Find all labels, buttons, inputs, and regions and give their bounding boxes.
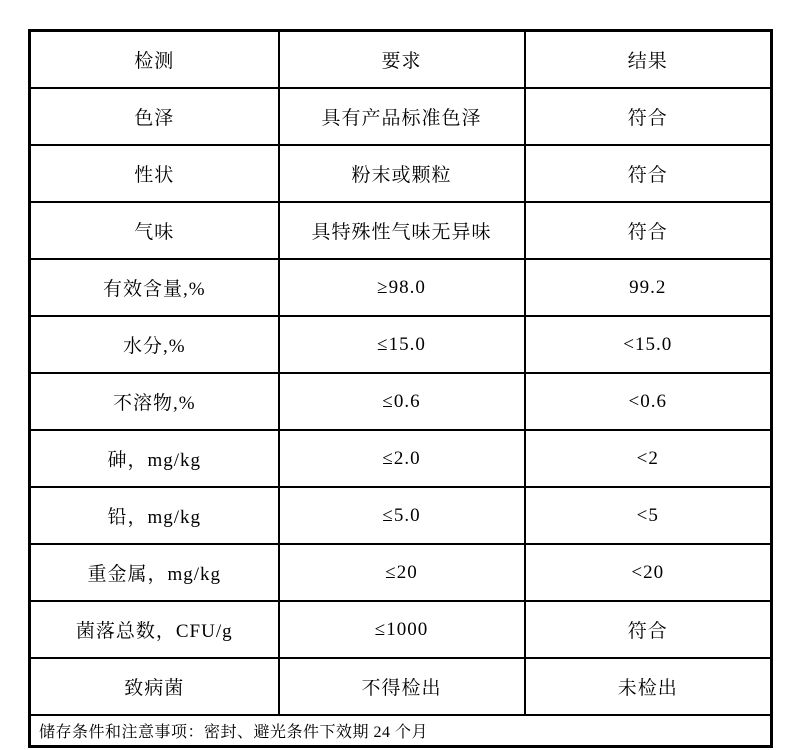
table-row xyxy=(30,373,772,430)
table-row xyxy=(30,601,772,658)
cell-result: <0.6 xyxy=(525,373,772,430)
cell-requirement: ≤5.0 xyxy=(279,487,525,544)
cell-test: 有效含量,% xyxy=(30,259,279,316)
cell-requirement: ≤0.6 xyxy=(279,373,525,430)
cell-requirement: ≤1000 xyxy=(279,601,525,658)
cell-test: 菌落总数，CFU/g xyxy=(30,601,279,658)
cell-result: <20 xyxy=(525,544,772,601)
storage-note: 储存条件和注意事项：密封、避光条件下效期 24 个月 xyxy=(30,715,772,747)
cell-result: 99.2 xyxy=(525,259,772,316)
table-row xyxy=(30,658,772,715)
cell-result: 符合 xyxy=(525,601,772,658)
cell-test: 色泽 xyxy=(30,88,279,145)
cell-test: 重金属，mg/kg xyxy=(30,544,279,601)
cell-result: <15.0 xyxy=(525,316,772,373)
header-row xyxy=(30,31,772,89)
table-row xyxy=(30,430,772,487)
cell-test: 致病菌 xyxy=(30,658,279,715)
table-row xyxy=(30,487,772,544)
header-cell-requirement: 要求 xyxy=(279,31,525,89)
cell-test: 性状 xyxy=(30,145,279,202)
cell-result: <5 xyxy=(525,487,772,544)
cell-test: 铅，mg/kg xyxy=(30,487,279,544)
cell-test: 水分,% xyxy=(30,316,279,373)
cell-test: 砷，mg/kg xyxy=(30,430,279,487)
cell-requirement: ≤15.0 xyxy=(279,316,525,373)
cell-requirement: 不得检出 xyxy=(279,658,525,715)
cell-requirement: 具特殊性气味无异味 xyxy=(279,202,525,259)
cell-requirement: ≥98.0 xyxy=(279,259,525,316)
footer-row xyxy=(30,715,772,747)
inspection-table xyxy=(28,29,773,748)
cell-result: 符合 xyxy=(525,202,772,259)
cell-requirement: ≤20 xyxy=(279,544,525,601)
cell-result: 符合 xyxy=(525,88,772,145)
cell-result: <2 xyxy=(525,430,772,487)
header-cell-test: 检测 xyxy=(30,31,279,89)
cell-requirement: ≤2.0 xyxy=(279,430,525,487)
cell-requirement: 具有产品标准色泽 xyxy=(279,88,525,145)
table-row xyxy=(30,145,772,202)
header-cell-result: 结果 xyxy=(525,31,772,89)
cell-test: 气味 xyxy=(30,202,279,259)
table-row xyxy=(30,544,772,601)
cell-test: 不溶物,% xyxy=(30,373,279,430)
table-row xyxy=(30,88,772,145)
cell-result: 符合 xyxy=(525,145,772,202)
table-row xyxy=(30,202,772,259)
table-row xyxy=(30,316,772,373)
cell-requirement: 粉末或颗粒 xyxy=(279,145,525,202)
table-row xyxy=(30,259,772,316)
cell-result: 未检出 xyxy=(525,658,772,715)
